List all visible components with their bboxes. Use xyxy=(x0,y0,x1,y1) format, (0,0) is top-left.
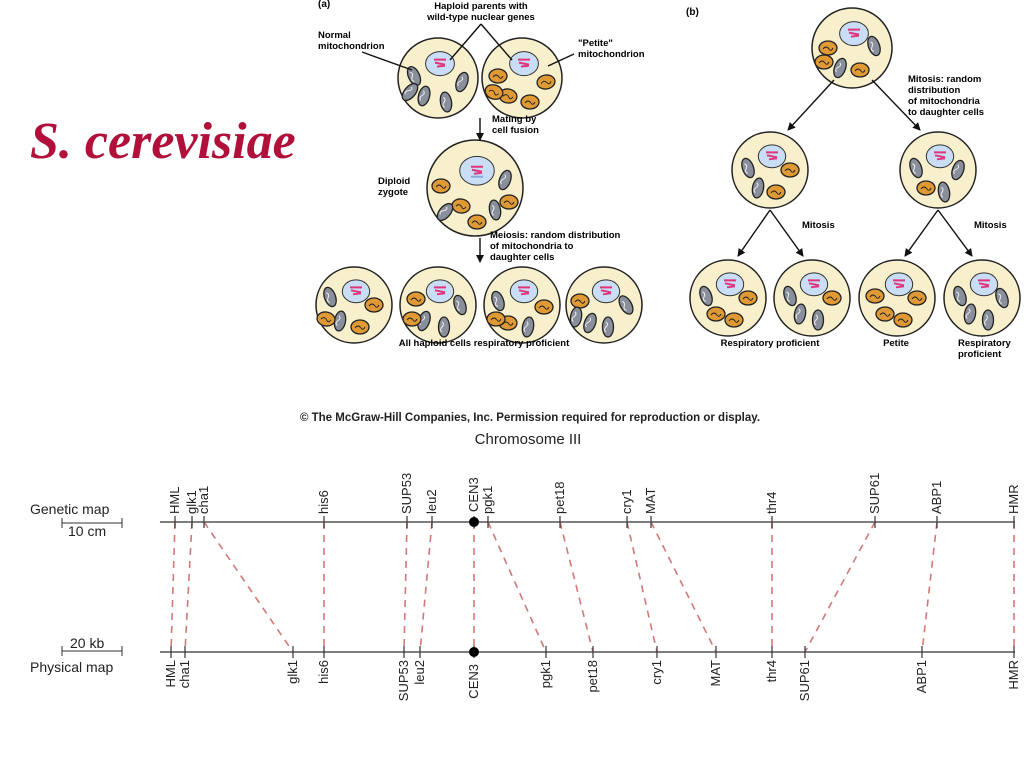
gene-link-13 xyxy=(922,522,937,652)
gene-link-5 xyxy=(420,522,432,652)
physical-gene-SUP53: SUP53 xyxy=(396,660,411,702)
gene-link-7 xyxy=(488,522,546,652)
gene-link-9 xyxy=(627,522,657,652)
physical-gene-MAT: MAT xyxy=(708,660,723,687)
copyright-notice: © The McGraw-Hill Companies, Inc. Permission required for reproduction or display. xyxy=(299,412,761,424)
outcome-petite: Petite xyxy=(883,338,909,349)
genetic-gene-MAT: MAT xyxy=(643,487,658,514)
mating-label: Mating by cell fusion xyxy=(492,114,539,136)
gene-link-10 xyxy=(651,522,716,652)
all-haploid-label: All haploid cells respiratory proficient xyxy=(398,338,570,349)
panel-b-label: (b) xyxy=(686,7,699,18)
gene-link-4 xyxy=(404,522,407,652)
gene-ticks xyxy=(171,516,1014,658)
chromosome-title: Chromosome III xyxy=(474,431,582,448)
diploid-zygote-label: Diploid zygote xyxy=(378,176,411,198)
petite-mito-label: "Petite" mitochondrion xyxy=(578,38,645,60)
physical-gene-HMR: HMR xyxy=(1006,660,1021,690)
genetic-gene-CEN3: CEN3 xyxy=(466,477,481,512)
physical-gene-HML: HML xyxy=(163,660,178,688)
genetic-gene-ABP1: ABP1 xyxy=(929,480,944,514)
genetic-gene-his6: his6 xyxy=(316,490,331,514)
centromere-dot-genetic xyxy=(469,517,479,527)
genetic-gene-pet18: pet18 xyxy=(552,481,567,514)
genetic-gene-HMR: HMR xyxy=(1006,484,1021,514)
outcome-respiratory-proficient-right: Respiratory proficient xyxy=(958,338,1011,360)
centromere-dot-physical xyxy=(469,647,479,657)
physical-scale-label: 20 kb xyxy=(70,635,105,651)
normal-mito-label: Normal mitochondrion xyxy=(318,30,385,52)
meiosis-label: Meiosis: random distribution of mitochondria to daughter cells xyxy=(490,230,621,263)
mitosis-right-label: Mitosis xyxy=(974,220,1007,231)
physical-gene-leu2: leu2 xyxy=(412,660,427,685)
genetic-gene-cry1: cry1 xyxy=(619,489,634,514)
physical-gene-cha1: cha1 xyxy=(177,660,192,689)
physical-map-label: Physical map xyxy=(30,659,114,675)
gene-correspondence-lines xyxy=(171,522,1014,652)
physical-gene-pgk1: pgk1 xyxy=(538,660,553,689)
panel-a-label: (a) xyxy=(318,0,331,10)
slide-title: S. cerevisiae xyxy=(30,113,296,170)
physical-gene-his6: his6 xyxy=(316,660,331,684)
gene-labels xyxy=(163,473,1021,701)
physical-gene-CEN3: CEN3 xyxy=(466,664,481,699)
genetic-gene-SUP61: SUP61 xyxy=(867,472,882,514)
outcome-respiratory-proficient-left: Respiratory proficient xyxy=(720,338,820,349)
gene-link-12 xyxy=(805,522,875,652)
gene-link-0 xyxy=(171,522,175,652)
mitosis-random-label: Mitosis: random distribution of mitochondria to daughter cells xyxy=(908,74,985,118)
gene-link-1 xyxy=(185,522,192,652)
genetic-gene-cha1: cha1 xyxy=(196,485,211,514)
physical-gene-glk1: glk1 xyxy=(285,660,300,684)
genetic-gene-thr4: thr4 xyxy=(764,491,779,514)
physical-gene-pet18: pet18 xyxy=(585,660,600,693)
genetic-gene-glk1: glk1 xyxy=(184,490,199,514)
genetic-map-label: Genetic map xyxy=(30,501,110,517)
genetic-gene-HML: HML xyxy=(167,486,182,514)
physical-gene-ABP1: ABP1 xyxy=(914,660,929,694)
genetic-scale-label: 10 cm xyxy=(68,523,107,539)
mitosis-left-label: Mitosis xyxy=(802,220,835,231)
physical-gene-SUP61: SUP61 xyxy=(797,660,812,702)
genetic-gene-pgk1: pgk1 xyxy=(480,485,495,514)
genetic-gene-SUP53: SUP53 xyxy=(399,472,414,514)
haploid-parents-label: Haploid parents with wild-type nuclear genes xyxy=(427,1,535,23)
genetic-gene-leu2: leu2 xyxy=(424,489,439,514)
gene-link-8 xyxy=(560,522,593,652)
gene-link-2 xyxy=(204,522,293,652)
physical-gene-thr4: thr4 xyxy=(764,660,779,683)
physical-gene-cry1: cry1 xyxy=(649,660,664,685)
